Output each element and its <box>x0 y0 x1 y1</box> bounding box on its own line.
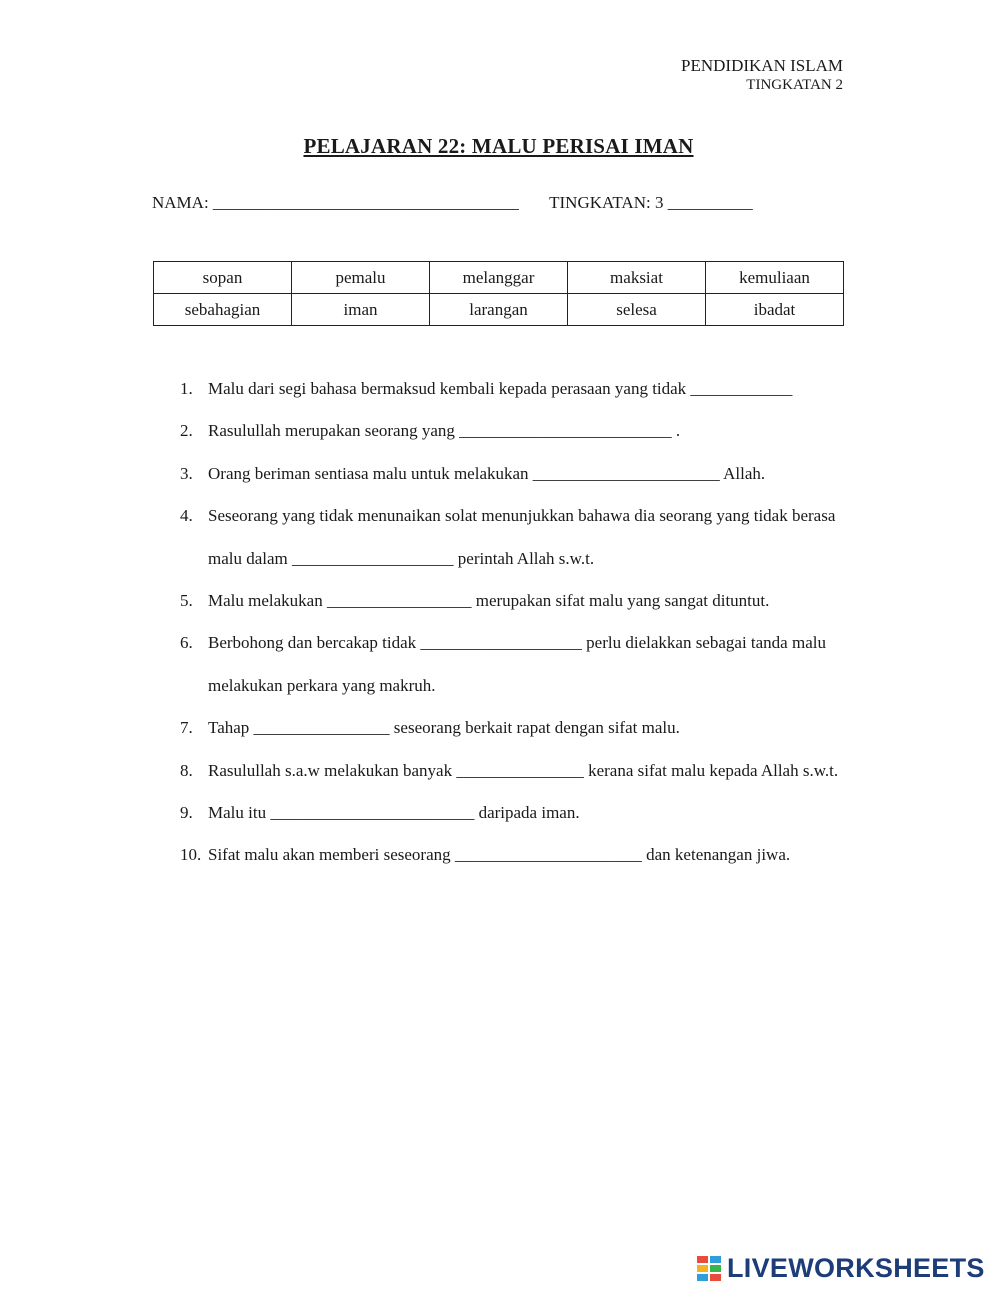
question-item <box>180 622 860 707</box>
question-text[interactable]: Malu dari segi bahasa bermaksud kembali kepada perasaan yang tidak ____________ <box>208 379 793 398</box>
question-item <box>180 707 860 749</box>
question-number: 6. <box>180 633 193 653</box>
level-label: TINGKATAN 2 <box>746 77 843 93</box>
student-info-row <box>152 193 753 213</box>
question-number: 10. <box>180 845 202 865</box>
question-text[interactable]: Rasulullah s.a.w melakukan banyak _______________ kerana sifat malu kepada Allah s.w.t. <box>208 760 839 780</box>
word-bank-cell: melanggar <box>430 262 568 294</box>
question-text[interactable]: Berbohong dan bercakap tidak ___________________ perlu dielakkan sebagai tanda malu melakukan perkara yang makruh. <box>208 633 826 695</box>
question-number: 8. <box>180 760 193 780</box>
question-text[interactable]: Malu melakukan _________________ merupakan sifat malu yang sangat dituntut. <box>208 591 770 611</box>
word-bank-table <box>153 261 844 326</box>
word-bank-cell: kemuliaan <box>706 262 844 294</box>
question-item <box>180 580 860 622</box>
question-number: 9. <box>180 803 193 823</box>
liveworksheets-logo[interactable] <box>697 1252 985 1284</box>
question-number: 3. <box>180 463 193 483</box>
question-list <box>180 368 860 877</box>
name-field[interactable]: NAMA: ____________________________________ <box>152 193 519 212</box>
word-bank-cell: larangan <box>430 294 568 326</box>
question-text[interactable]: Tahap ________________ seseorang berkait rapat dengan sifat malu. <box>208 718 680 738</box>
word-bank-row <box>154 262 844 294</box>
question-item <box>180 750 860 792</box>
question-item <box>180 453 860 495</box>
question-text[interactable]: Rasulullah merupakan seorang yang _________________________ . <box>208 421 681 441</box>
subject-label: PENDIDIKAN ISLAM <box>681 56 843 75</box>
question-number: 2. <box>180 421 193 441</box>
question-text[interactable]: Orang beriman sentiasa malu untuk melakukan ______________________ Allah. <box>208 463 766 483</box>
question-item <box>180 792 860 834</box>
document-header <box>681 56 843 94</box>
question-item <box>180 495 860 580</box>
word-bank-cell: sebahagian <box>154 294 292 326</box>
logo-text: LIVEWORKSHEETS <box>727 1252 985 1283</box>
question-text[interactable]: Malu itu ________________________ daripada iman. <box>208 803 580 823</box>
question-text[interactable]: Seseorang yang tidak menunaikan solat menunjukkan bahawa dia seorang yang tidak berasa malu dalam ___________________ perintah Allah s.w.t. <box>208 506 836 568</box>
word-bank-cell: iman <box>292 294 430 326</box>
word-bank-cell: sopan <box>154 262 292 294</box>
question-number: 5. <box>180 591 193 611</box>
question-text[interactable]: Sifat malu akan memberi seseorang ______________________ dan ketenangan jiwa. <box>208 845 791 865</box>
question-item <box>180 368 860 410</box>
question-item <box>180 834 860 876</box>
question-item <box>180 410 860 452</box>
word-bank-cell: pemalu <box>292 262 430 294</box>
word-bank-cell: ibadat <box>706 294 844 326</box>
question-number: 1. <box>180 379 193 398</box>
word-bank-row <box>154 294 844 326</box>
question-number: 4. <box>180 506 193 526</box>
live-blocks-icon <box>697 1256 721 1281</box>
word-bank-cell: selesa <box>568 294 706 326</box>
class-field[interactable]: TINGKATAN: 3 __________ <box>549 193 753 212</box>
page-title: PELAJARAN 22: MALU PERISAI IMAN <box>303 134 694 158</box>
word-bank-cell: maksiat <box>568 262 706 294</box>
question-number: 7. <box>180 718 193 738</box>
